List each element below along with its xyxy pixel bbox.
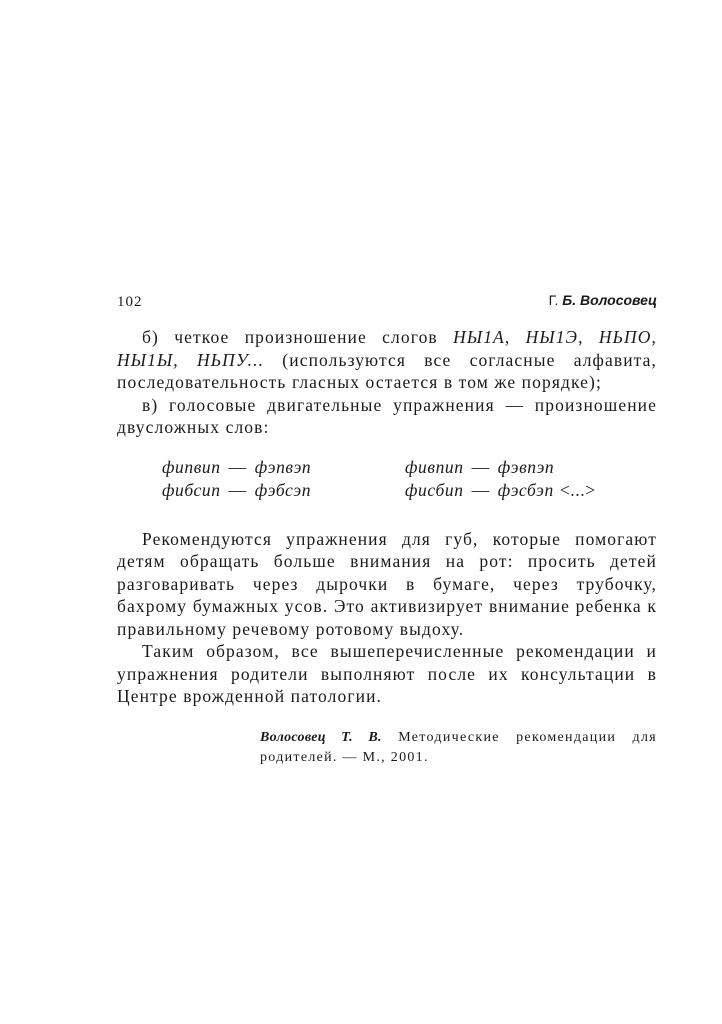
word-second: фэвпэп [497, 456, 555, 477]
page-number: 102 [117, 294, 143, 310]
word-dash: — [471, 456, 490, 477]
author-name: Б. Волосовец [562, 292, 657, 308]
summary-paragraph: Таким образом, все вышеперечисленные рекомендации и упражнения родители выполняют после их консультации в Центре врожденной патологии. [117, 641, 657, 706]
word-first: фипвип [162, 456, 221, 477]
word-column-left [162, 456, 311, 502]
running-head [117, 288, 657, 312]
word-first: фибсип [162, 479, 221, 500]
word-second: фэсбэп [497, 479, 554, 500]
word-ellipsis: <...> [559, 479, 596, 500]
word-second: фэбсэп [254, 479, 312, 500]
reference-author: Волосовец Т. В. [260, 729, 382, 745]
word-second: фэпвэп [254, 456, 312, 477]
word-first: фисбип [405, 479, 464, 500]
author-initial: Г. [548, 292, 559, 308]
running-author [549, 292, 657, 308]
word-pair [162, 456, 311, 479]
word-dash: — [228, 479, 247, 500]
reference-note [260, 728, 657, 768]
word-pair [405, 479, 596, 502]
item-b-prefix: б) четкое произношение слогов [142, 327, 454, 347]
word-first: фивпип [405, 456, 464, 477]
item-b-syllables: НЫ1А, НЫ1Э, НЬПО, НЫ1Ы, НЬПУ... [117, 327, 657, 370]
recommendation-paragraph: Рекомендуются упражнения для губ, которые помогают детям обращать больше внимания на рот: просить детей разговаривать через дырочки в бумаге, через трубочку, бахрому бумажных усов. Это активизирует внимание ребенка к правильному речевому ротовому выдоху. [117, 528, 657, 639]
item-b-paragraph [117, 326, 657, 394]
book-page [117, 288, 657, 768]
item-c-paragraph: в) голосовые двигательные упражнения — произношение двусложных слов: [117, 394, 657, 437]
word-pair [405, 456, 596, 479]
word-column-right [405, 456, 596, 502]
reference-text: Методические рекомендации для родителей. — М., 2001. [260, 729, 657, 765]
word-dash: — [471, 479, 490, 500]
item-b-suffix: (используются все согласные алфавита, последовательность гласных остается в том же порядке); [117, 349, 657, 392]
word-pairs [117, 456, 657, 504]
word-dash: — [228, 456, 247, 477]
word-pair [162, 479, 311, 502]
